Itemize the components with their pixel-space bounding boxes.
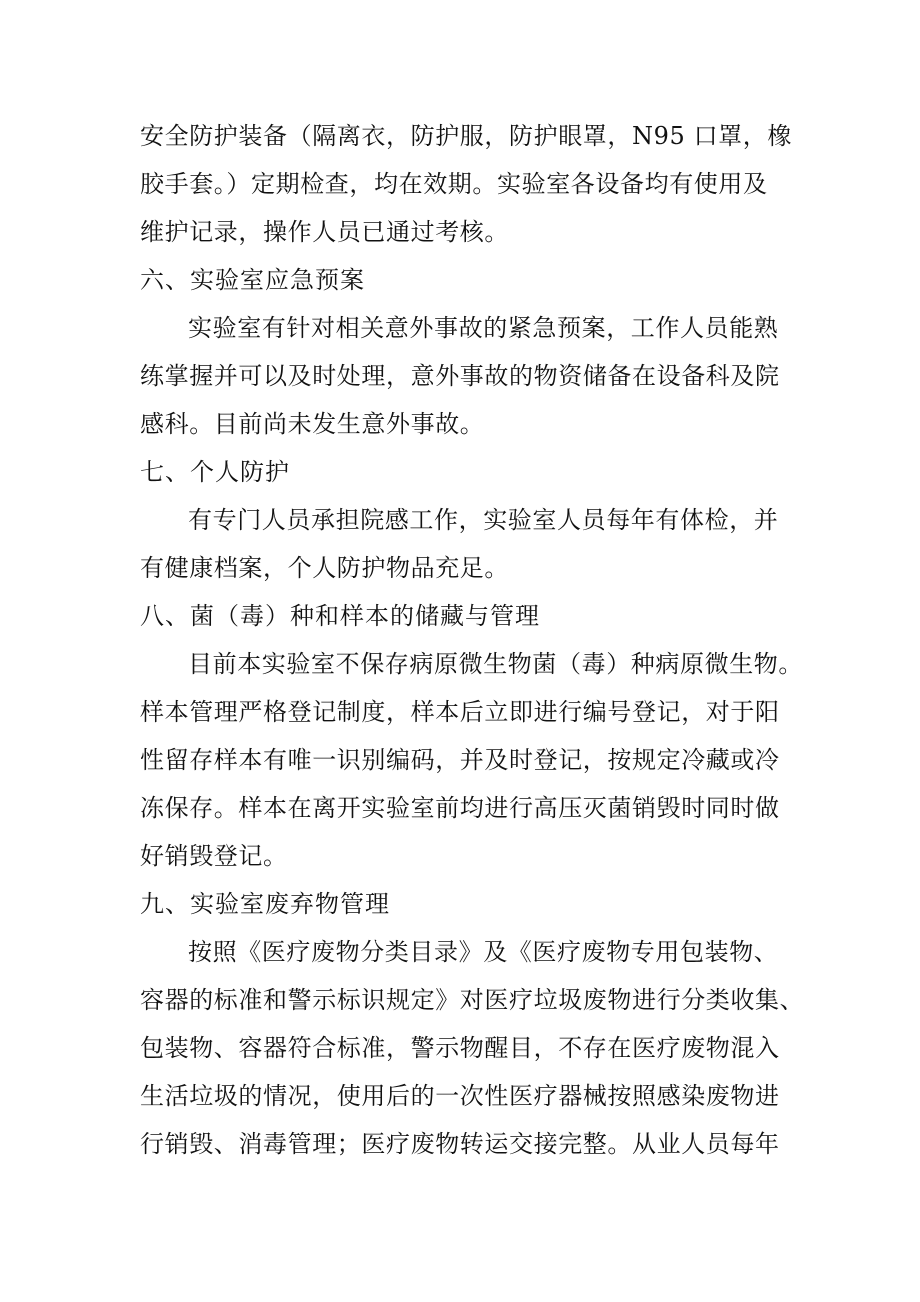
paragraph-line: 安全防护装备（隔离衣，防护服，防护眼罩，N95 口罩，橡 [140,122,792,150]
paragraph-line: 容器的标准和警示标识规定》对医疗垃圾废物进行分类收集、 [140,986,805,1014]
section-heading-9: 九、实验室废弃物管理 [140,890,390,918]
paragraph-line: 行销毁、消毒管理；医疗废物转运交接完整。从业人员每年 [140,1130,780,1158]
paragraph-line: 练掌握并可以及时处理，意外事故的物资储备在设备科及院 [140,362,780,390]
paragraph-line: 冻保存。样本在离开实验室前均进行高压灭菌销毁时同时做 [140,794,780,822]
section-heading-6: 六、实验室应急预案 [140,266,365,294]
section-heading-8: 八、菌（毒）种和样本的储藏与管理 [140,602,540,630]
paragraph-line: 样本管理严格登记制度，样本后立即进行编号登记，对于阳 [140,698,780,726]
paragraph-line: 好销毁登记。 [140,842,288,870]
paragraph-line: 生活垃圾的情况，使用后的一次性医疗器械按照感染废物进 [140,1082,780,1110]
paragraph-line: 按照《医疗废物分类目录》及《医疗废物专用包装物、 [188,938,779,966]
paragraph-line: 胶手套。）定期检查，均在效期。实验室各设备均有使用及 [140,170,768,198]
paragraph-line: 有健康档案，个人防护物品充足。 [140,554,509,582]
section-heading-7: 七、个人防护 [140,458,290,486]
paragraph-line: 维护记录，操作人员已通过考核。 [140,218,509,246]
paragraph-line: 实验室有针对相关意外事故的紧急预案，工作人员能熟 [188,314,779,342]
paragraph-line: 有专门人员承担院感工作，实验室人员每年有体检，并 [188,506,779,534]
paragraph-line: 目前本实验室不保存病原微生物菌（毒）种病原微生物。 [188,650,803,678]
paragraph-line: 感科。目前尚未发生意外事故。 [140,410,485,438]
document-body [140,112,805,1168]
paragraph-line: 包装物、容器符合标准，警示物醒目，不存在医疗废物混入 [140,1034,780,1062]
paragraph-line: 性留存样本有唯一识别编码，并及时登记，按规定冷藏或冷 [140,746,780,774]
